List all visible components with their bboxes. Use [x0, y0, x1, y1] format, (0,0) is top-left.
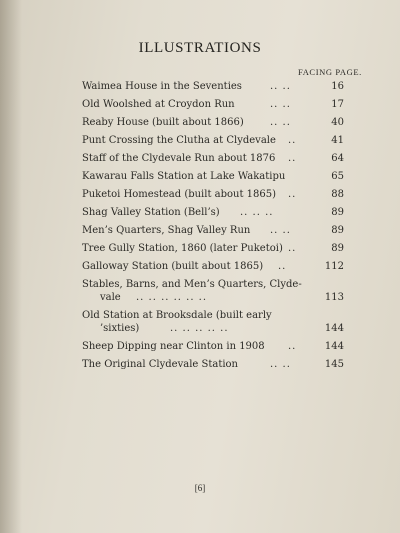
dot-leader: ..	[288, 153, 297, 164]
entry-caption: Stables, Barns, and Men’s Quarters, Clyde-	[82, 279, 302, 290]
entry-caption: Old Woolshed at Croydon Run	[82, 99, 235, 110]
entry-caption: Sheep Dipping near Clinton in 1908	[82, 341, 265, 352]
entry-caption: Old Station at Brooksdale (built early	[82, 310, 272, 321]
entry-caption: Galloway Station (built about 1865)	[82, 261, 264, 272]
list-item	[82, 116, 382, 129]
entry-page-number: 65	[331, 171, 344, 182]
entry-page-number: 89	[331, 225, 344, 236]
entry-page-number: 88	[331, 189, 344, 200]
list-item	[82, 134, 382, 147]
list-item	[82, 170, 382, 183]
dot-leader: .. .. .. .. ..	[170, 323, 229, 334]
entry-caption-continued: ’sixties)	[100, 323, 140, 334]
dot-leader: .. .. ..	[240, 207, 274, 218]
list-item	[82, 224, 382, 237]
entry-caption: Men’s Quarters, Shag Valley Run	[82, 225, 251, 236]
dot-leader: ..	[288, 341, 297, 352]
dot-leader: .. ..	[270, 99, 291, 110]
entry-page-number: 64	[331, 153, 344, 164]
entry-page-number: 89	[331, 207, 344, 218]
entry-page-number: 144	[324, 323, 344, 334]
dot-leader: .. ..	[270, 359, 291, 370]
list-item	[82, 188, 382, 201]
dot-leader: ..	[288, 135, 297, 146]
entry-page-number: 41	[331, 135, 344, 146]
dot-leader: .. ..	[270, 225, 291, 236]
list-item	[82, 260, 382, 273]
illustrations-list	[82, 80, 382, 376]
dot-leader: .. ..	[270, 117, 291, 128]
entry-page-number: 113	[324, 292, 344, 303]
entry-page-number: 112	[324, 261, 344, 272]
dot-leader: ..	[278, 261, 287, 272]
list-item	[82, 309, 382, 335]
dot-leader: .. .. .. .. .. ..	[136, 292, 208, 303]
entry-caption: Punt Crossing the Clutha at Clydevale	[82, 135, 276, 146]
dot-leader: ..	[288, 243, 297, 254]
page-title: ILLUSTRATIONS	[138, 40, 262, 56]
list-item	[82, 80, 382, 93]
dot-leader: .. ..	[270, 81, 291, 92]
entry-caption: The Original Clydevale Station	[82, 359, 238, 370]
entry-caption: Staff of the Clydevale Run about 1876	[82, 153, 276, 164]
column-header: FACING PAGE.	[298, 67, 362, 77]
entry-caption: Reaby House (built about 1866)	[82, 117, 244, 128]
list-item	[82, 98, 382, 111]
entry-caption: Waimea House in the Seventies	[82, 81, 242, 92]
entry-page-number: 17	[331, 99, 344, 110]
page-gutter-shadow	[0, 0, 22, 533]
list-item	[82, 358, 382, 371]
list-item	[82, 152, 382, 165]
entry-page-number: 144	[324, 341, 344, 352]
entry-caption-continued: vale	[100, 292, 121, 303]
list-item	[82, 340, 382, 353]
entry-caption: Shag Valley Station (Bell’s)	[82, 207, 220, 218]
entry-page-number: 89	[331, 243, 344, 254]
list-item	[82, 242, 382, 255]
list-item	[82, 278, 382, 304]
dot-leader: ..	[288, 189, 297, 200]
entry-caption: Tree Gully Station, 1860 (later Puketoi)	[82, 243, 283, 254]
page-folio: [6]	[194, 483, 206, 493]
entry-caption: Puketoi Homestead (built about 1865)	[82, 189, 277, 200]
list-item	[82, 206, 382, 219]
entry-page-number: 40	[331, 117, 344, 128]
entry-caption: Kawarau Falls Station at Lake Wakatipu	[82, 171, 286, 182]
entry-page-number: 16	[331, 81, 344, 92]
entry-page-number: 145	[324, 359, 344, 370]
